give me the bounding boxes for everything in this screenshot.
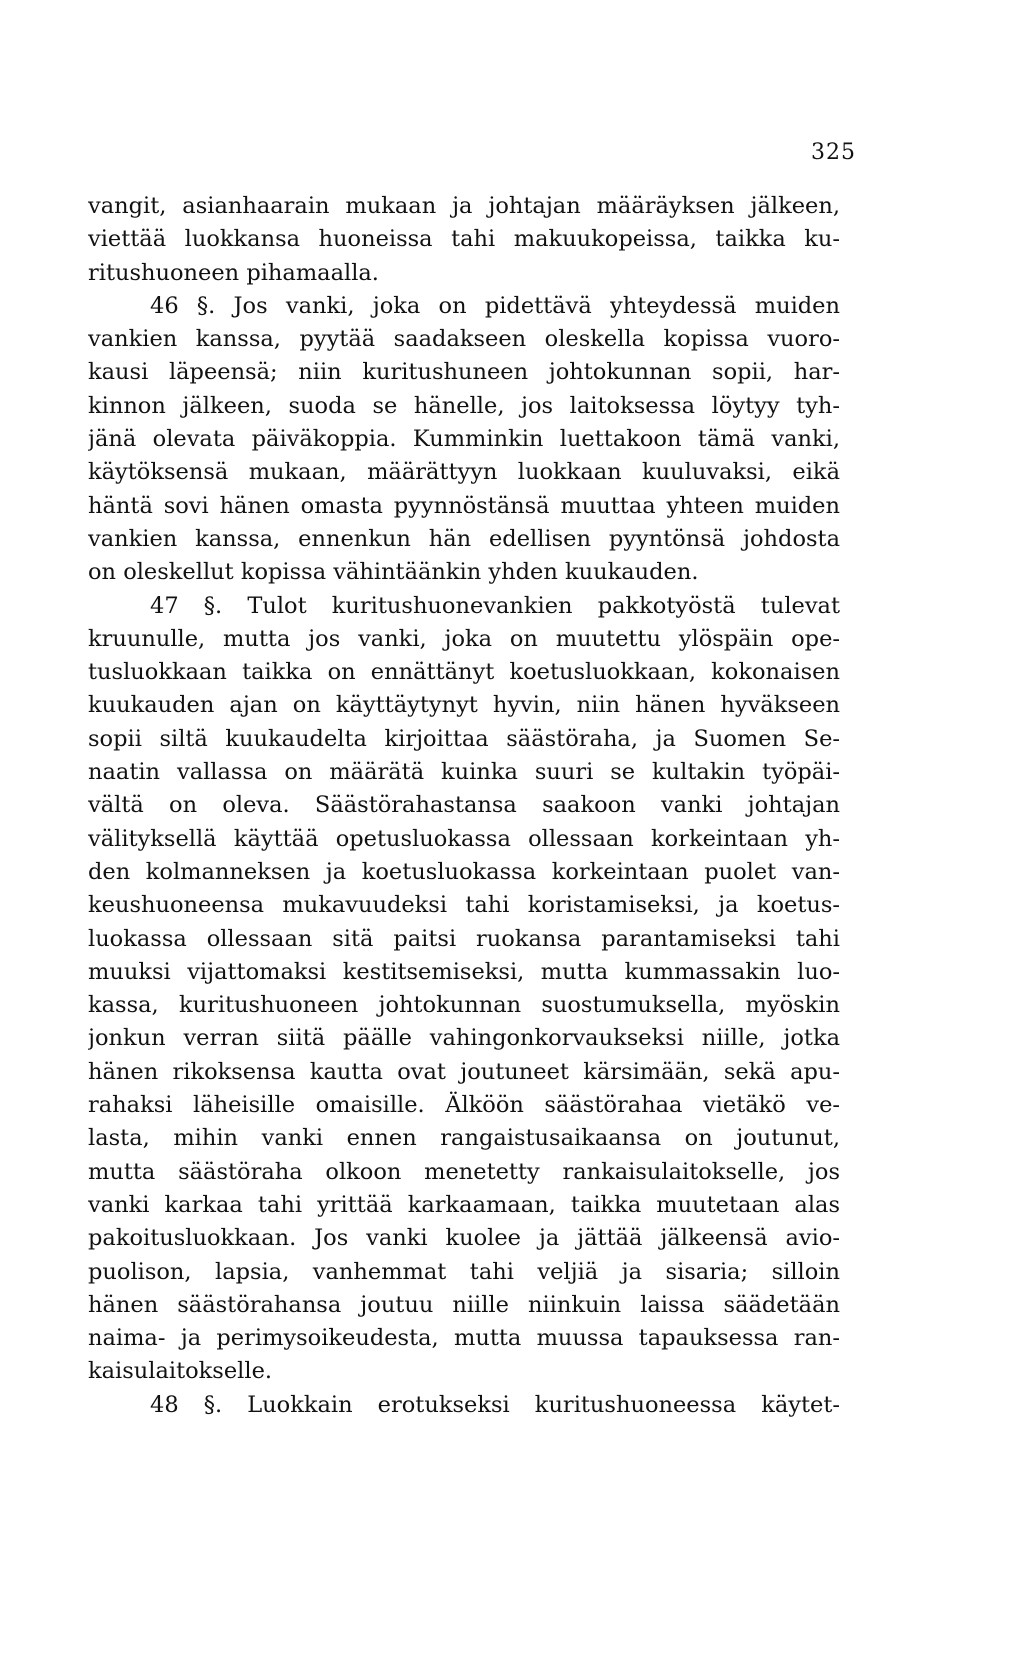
text-line: tusluokkaan taikka on ennättänyt koetusluokkaan, kokonaisen [88, 659, 840, 686]
text-line: viettää luokkansa huoneissa tahi makuukopeissa, taikka ku- [88, 226, 840, 253]
text-line: puolison, lapsia, vanhemmat tahi veljiä ja sisaria; silloin [88, 1258, 840, 1285]
text-line: naatin vallassa on määrätä kuinka suuri se kultakin työpäi- [88, 759, 840, 786]
text-line: vangit, asianhaarain mukaan ja johtajan määräyksen jälkeen, [88, 193, 840, 219]
text-line: vankien kanssa, ennenkun hän edellisen pyyntönsä johdosta [88, 525, 840, 552]
text-line: mutta säästöraha olkoon menetetty rankaisulaitokselle, jos [88, 1158, 840, 1185]
text-line: vanki karkaa tahi yrittää karkaamaan, taikka muutetaan alas [88, 1191, 840, 1218]
text-line: kausi läpeensä; niin kuritushuneen johtokunnan sopii, har- [88, 359, 840, 386]
text-line: kuukauden ajan on käyttäytynyt hyvin, niin hänen hyväkseen [88, 692, 840, 719]
text-line: hänen rikoksensa kautta ovat joutuneet kärsimään, sekä apu- [88, 1058, 840, 1085]
text-line: kinnon jälkeen, suoda se hänelle, jos laitoksessa löytyy tyh- [88, 392, 840, 419]
text-line: on oleskellut kopissa vähintäänkin yhden kuukauden. [88, 559, 699, 586]
text-line: ritushuoneen pihamaalla. [88, 259, 379, 286]
text-line: kaisulaitokselle. [88, 1358, 273, 1385]
text-line: käytöksensä mukaan, määrättyyn luokkaan kuuluvaksi, eikä [88, 459, 840, 486]
text-line: vankien kanssa, pyytää saadakseen oleskella kopissa vuoro- [88, 326, 840, 353]
text-line: luokassa ollessaan sitä paitsi ruokansa parantamiseksi tahi [88, 925, 840, 952]
section-47-heading-line: 47 §. Tulot kuritushuonevankien pakkotyöstä tulevat [150, 592, 840, 619]
text-line: rahaksi läheisille omaisille. Älköön säästörahaa vietäkö ve- [88, 1092, 840, 1119]
text-line: sopii siltä kuukaudelta kirjoittaa säästöraha, ja Suomen Se- [88, 725, 840, 752]
text-line: häntä sovi hänen omasta pyynnöstänsä muuttaa yhteen muiden [88, 492, 840, 519]
body-text [88, 190, 840, 1422]
text-line: den kolmanneksen ja koetusluokassa korkeintaan puolet van- [88, 858, 840, 885]
text-line: pakoitusluokkaan. Jos vanki kuolee ja jättää jälkeensä avio- [88, 1225, 840, 1252]
text-line: muuksi vijattomaksi kestitsemiseksi, mutta kummassakin luo- [88, 958, 840, 985]
text-line: lasta, mihin vanki ennen rangaistusaikaansa on joutunut, [88, 1125, 840, 1152]
text-line: keushuoneensa mukavuudeksi tahi koristamiseksi, ja koetus- [88, 892, 840, 919]
text-line: kassa, kuritushuoneen johtokunnan suostumuksella, myöskin [88, 992, 840, 1019]
text-line: vältä on oleva. Säästörahastansa saakoon vanki johtajan [88, 792, 840, 819]
text-line: välityksellä käyttää opetusluokassa ollessaan korkeintaan yh- [88, 825, 840, 852]
section-48-heading-line: 48 §. Luokkain erotukseksi kuritushuoneessa käytet- [150, 1391, 840, 1418]
text-line: jänä olevata päiväkoppia. Kumminkin luettakoon tämä vanki, [88, 426, 840, 453]
text-line: naima- ja perimysoikeudesta, mutta muussa tapauksessa ran- [88, 1325, 840, 1352]
text-line: kruunulle, mutta jos vanki, joka on muutettu ylöspäin ope- [88, 625, 840, 652]
text-line: jonkun verran siitä päälle vahingonkorvaukseksi niille, jotka [88, 1025, 840, 1052]
section-46-heading-line: 46 §. Jos vanki, joka on pidettävä yhteydessä muiden [150, 292, 840, 319]
page-number: 325 [811, 140, 856, 165]
text-line: hänen säästörahansa joutuu niille niinkuin laissa säädetään [88, 1291, 840, 1318]
